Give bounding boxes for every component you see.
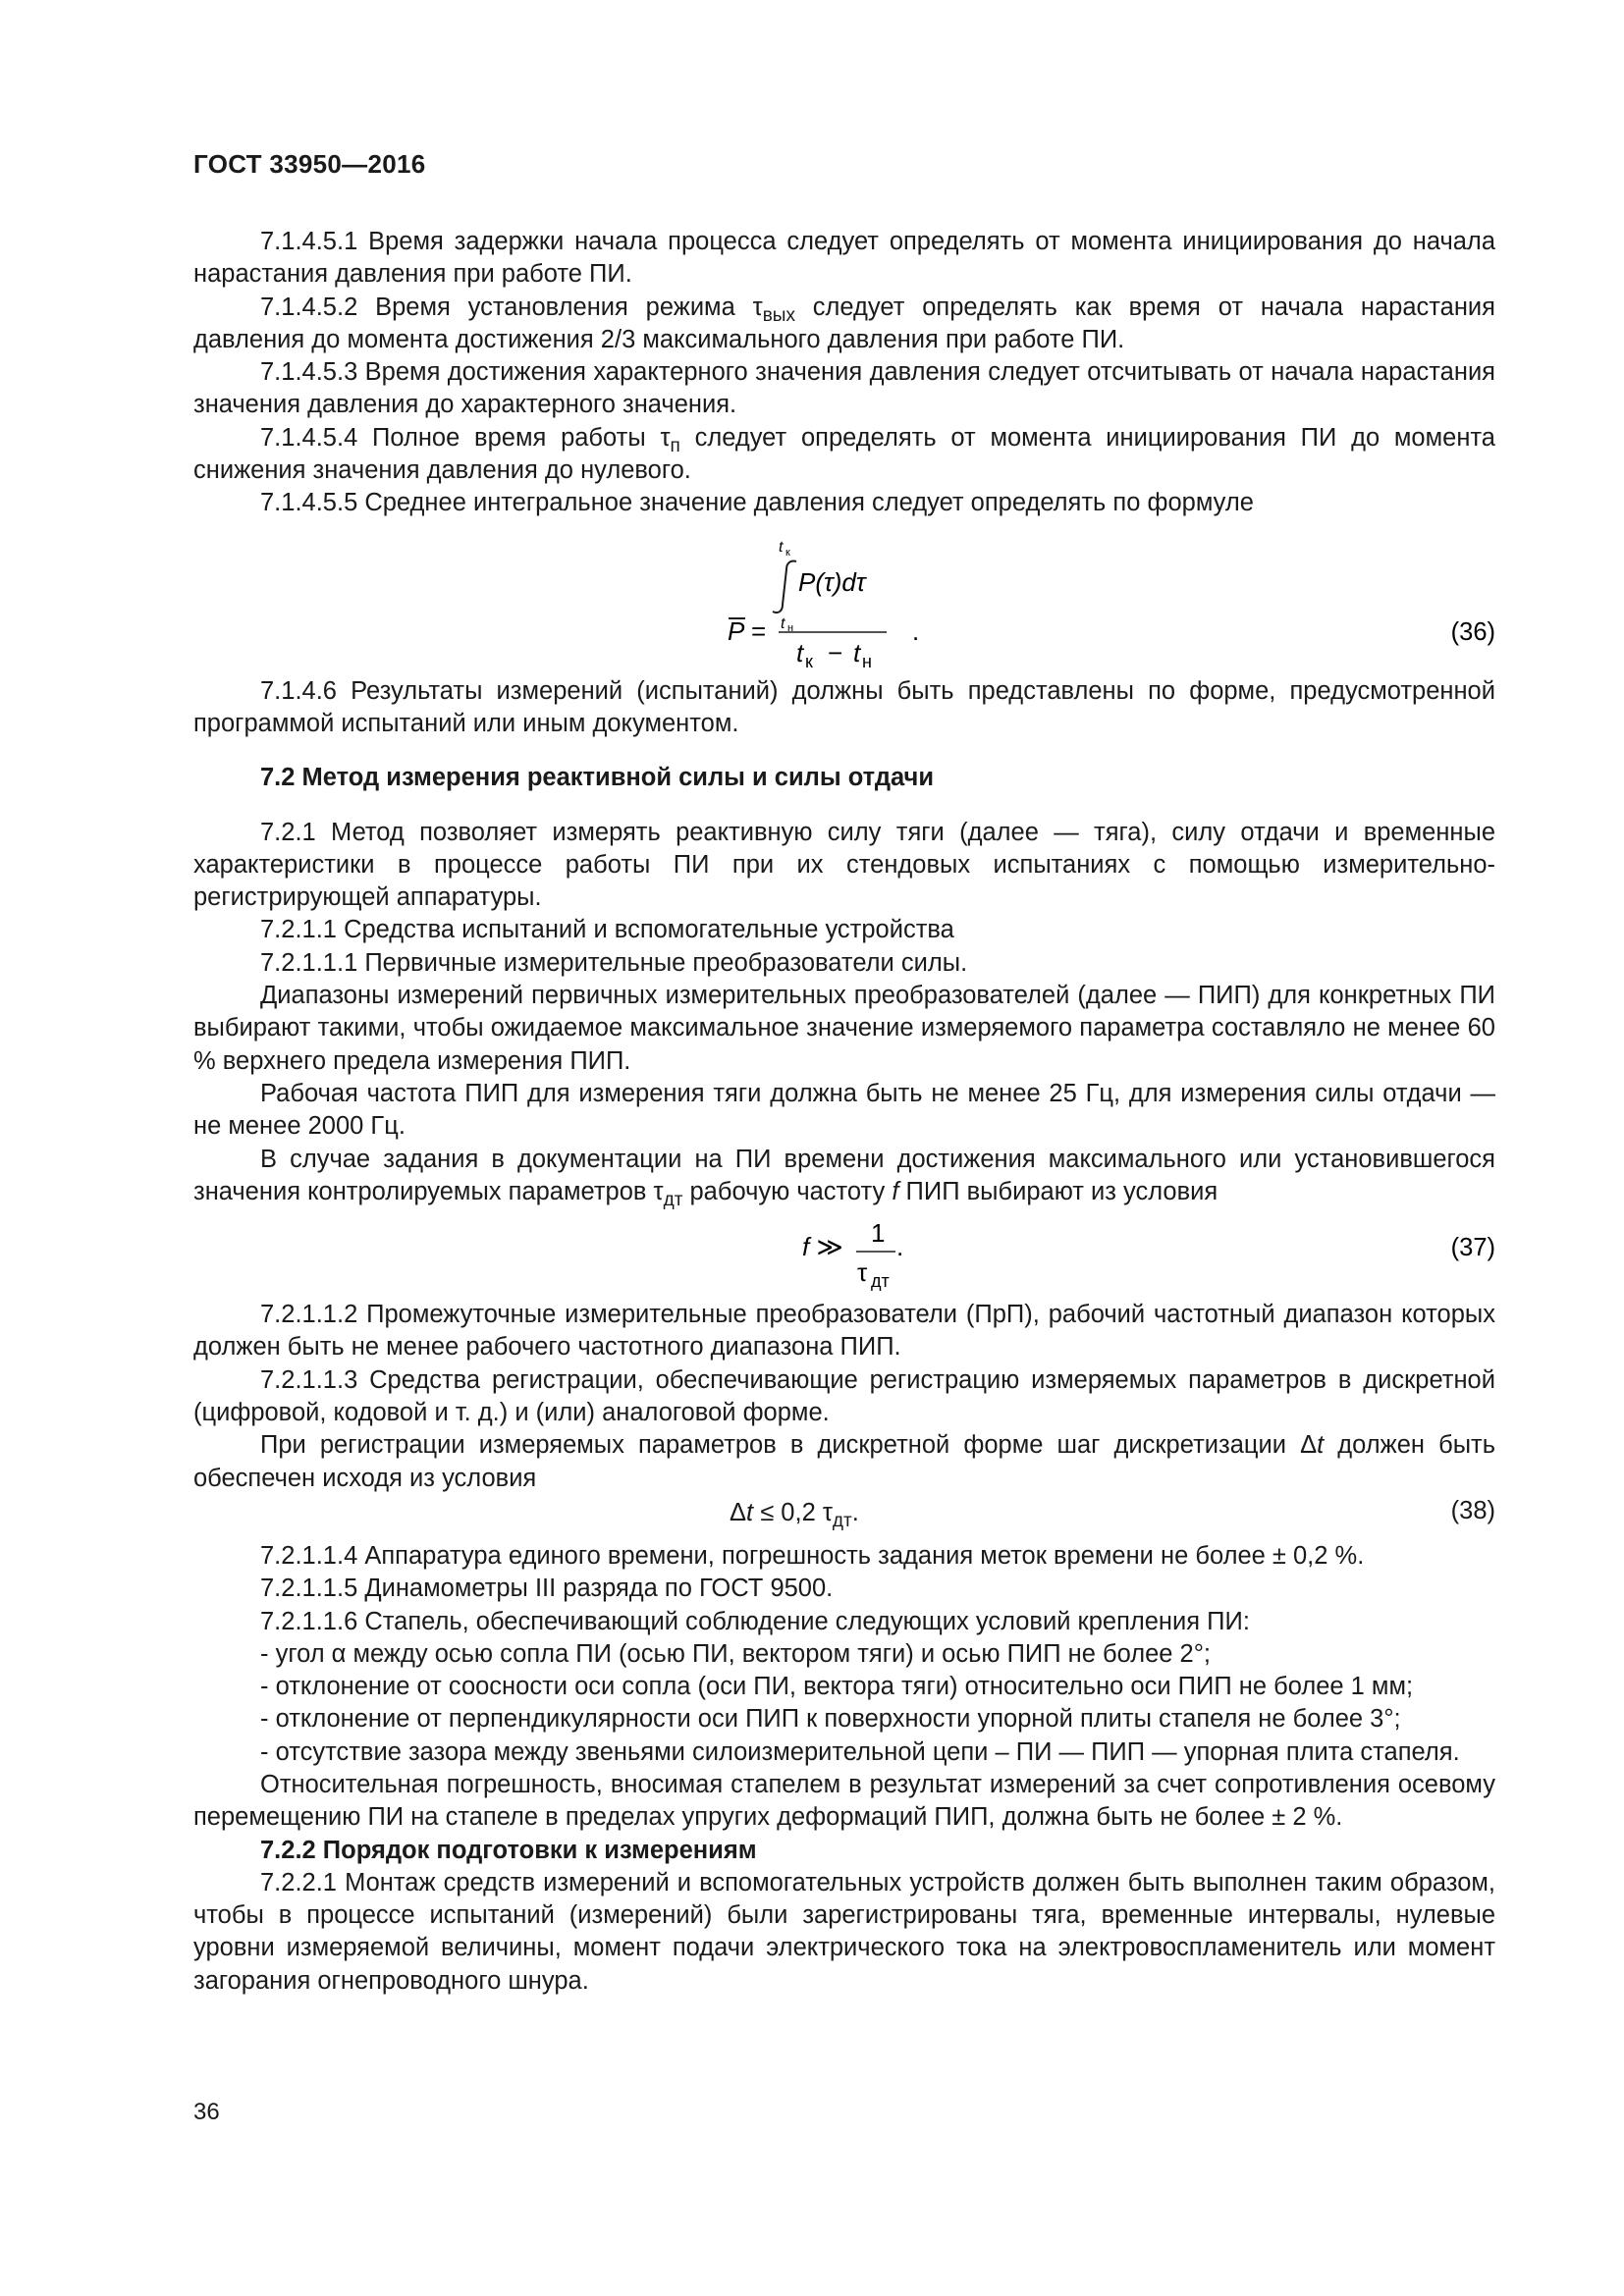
integral-lower-limit: t <box>781 614 785 632</box>
list-item-angle: - угол α между осью сопла ПИ (осью ПИ, вектором тяги) и осью ПИП не более 2°; <box>260 1639 1212 1668</box>
section-heading-7-2: 7.2 Метод измерения реактивной силы и силы отдачи <box>260 764 935 792</box>
paragraph-condition: В случае задания в документации на ПИ времени достижения максимального или установившегося значения контролируемых параметров $\tau_{дт}$ рабочую частоту f ПИП выбирают из условия <box>193 1145 1495 1210</box>
paragraph-7-2-1-1-1: 7.2.1.1.1 Первичные измерительные преобразователи силы. <box>260 948 968 977</box>
formula-37-svg <box>193 1208 1495 1292</box>
paragraph-7-2-1-1-4: 7.2.1.1.4 Аппаратура единого времени, погрешность задания меток времени не более ± 0,2 %. <box>260 1541 1365 1570</box>
list-item-perpendicularity: - отклонение от перпендикулярности оси ПИП к поверхности упорной плиты стапеля не более 3°; <box>260 1705 1401 1734</box>
paragraph-7-1-4-6: 7.1.4.6 Результаты измерений (испытаний) должны быть представлены по форме, предусмотренной программой испытаний или иным документом. <box>193 676 1495 737</box>
paragraph-7-1-4-5-1: 7.1.4.5.1 Время задержки начала процесса следует определять от момента инициирования до начала нарастания давления при работе ПИ. <box>193 228 1495 289</box>
formula-36-svg <box>193 520 1495 671</box>
integral-upper-limit: t <box>779 538 784 556</box>
equation-number-38: (38) <box>1450 1496 1495 1524</box>
formula-dot: . <box>912 615 920 646</box>
section-heading-7-2-2: 7.2.2 Порядок подготовки к измерениям <box>260 1836 757 1864</box>
tau-symbol: τ <box>660 423 671 452</box>
integral-sign <box>773 561 796 613</box>
denominator-tk-sub: к <box>805 651 813 671</box>
paragraph-7-2-1: 7.2.1 Метод позволяет измерять реактивную силу тяги (далее — тяга), силу отдачи и временные характеристики в процессе работы ПИ при их стендовых испытаниях с помощью измерительно-регистрирующей аппаратуры. <box>193 818 1495 912</box>
paragraph-7-2-2-1: 7.2.2.1 Монтаж средств измерений и вспомогательных устройств должен быть выполнен таким образом, чтобы в процессе испытаний (измерений) были зарегистрированы тяга, временные интервалы, нулевые уровни измеряемой величины, момент подачи электрического тока на электровоспламенитель или момент загорания огнепроводного шнура. <box>193 1868 1495 1995</box>
tau-symbol: τ <box>653 1177 664 1205</box>
list-item-coaxiality: - отклонение от соосности оси сопла (оси ПИ, вектора тяги) относительно оси ПИП не более 1 мм; <box>260 1673 1414 1701</box>
paragraph-7-2-1-1-2: 7.2.1.1.2 Промежуточные измерительные преобразователи (ПрП), рабочий частотный диапазон которых должен быть не менее рабочего частотного диапазона ПИП. <box>193 1301 1495 1362</box>
denominator-tk: t <box>796 637 804 667</box>
delta-symbol: Δ <box>1300 1431 1318 1460</box>
equation-number-36: (36) <box>1450 617 1495 646</box>
paragraph-7-2-1-1-3: 7.2.1.1.3 Средства регистрации, обеспечивающие регистрацию измеряемых параметров в дискретной (цифровой, кодовой и т. д.) и (или) аналоговой форме. <box>193 1365 1495 1427</box>
integral-upper-limit-sub: к <box>785 546 790 559</box>
paragraph-relative-error: Относительная погрешность, вносимая стапелем в результат измерений за счет сопротивления осевому перемещению ПИ на стапеле в пределах упругих деформаций ПИП, должна быть не более ± 2 %. <box>193 1770 1495 1832</box>
formula-37-tau-sub: дт <box>871 1271 890 1292</box>
formula-38 <box>193 1495 1495 1534</box>
paragraph-7-1-4-5-3: 7.1.4.5.3 Время достижения характерного значения давления следует отсчитывать от начала нарастания значения давления до характерного значения. <box>193 358 1495 419</box>
paragraph-discretization: При регистрации измеряемых параметров в дискретной форме шаг дискретизации Δt должен быть обеспечен исходя из условия <box>193 1431 1495 1492</box>
paragraph-7-2-1-1-5: 7.2.1.1.5 Динамометры III разряда по ГОСТ 9500. <box>260 1575 834 1603</box>
denominator-tn-sub: н <box>862 651 872 671</box>
formula-dot: . <box>896 1232 904 1262</box>
paragraph-frequency: Рабочая частота ПИП для измерения тяги должна быть не менее 25 Гц, для измерения силы отдачи — не менее 2000 Гц. <box>193 1079 1495 1141</box>
formula-37 <box>193 1208 1495 1292</box>
formula-37-numerator: 1 <box>871 1218 886 1249</box>
denominator-minus: − <box>828 637 843 667</box>
paragraph-7-1-4-5-5: 7.1.4.5.5 Среднее интегральное значение давления следует определять по формуле <box>260 489 1254 517</box>
page-number: 36 <box>193 2099 220 2125</box>
integral-lower-limit-sub: н <box>787 621 794 634</box>
paragraph-7-2-1-1-6: 7.2.1.1.6 Стапель, обеспечивающий соблюдение следующих условий крепления ПИ: <box>260 1607 1250 1635</box>
paragraph-7-1-4-5-2: 7.1.4.5.2 Время установления режима $\tau_{вых}$ следует определять как время от начала нарастания давления до момента достижения 2/3 максимального давления при работе ПИ. <box>193 293 1495 353</box>
document-header: ГОСТ 33950—2016 <box>193 149 426 179</box>
integrand: P(τ)dτ <box>798 566 866 597</box>
document-body <box>193 226 1495 1998</box>
formula-37-tau: τ <box>857 1257 868 1288</box>
formula-36 <box>193 520 1495 671</box>
formula-37-lhs: f ≫ <box>802 1232 843 1262</box>
denominator-tn: t <box>853 637 861 667</box>
tau-symbol: τ <box>752 293 763 321</box>
formula-lhs: P = <box>728 615 766 646</box>
equation-number-37: (37) <box>1450 1234 1495 1262</box>
alpha-symbol: α <box>331 1639 347 1668</box>
paragraph-7-2-1-1: 7.2.1.1 Средства испытаний и вспомогательные устройства <box>260 916 954 944</box>
list-item-gap: - отсутствие зазора между звеньями силоизмерительной цепи – ПИ — ПИП — упорная плита стапеля. <box>260 1737 1460 1766</box>
formula-38-expression: Δt ≤ 0,2 $\tau_{дт}$. <box>730 1498 859 1531</box>
paragraph-ranges: Диапазоны измерений первичных измерительных преобразователей (далее — ПИП) для конкретных ПИ выбирают такими, чтобы ожидаемое максимальное значение измеряемого параметра составляло не менее 60 % верхнего предела измерения ПИП. <box>193 982 1495 1075</box>
paragraph-7-1-4-5-4: 7.1.4.5.4 Полное время работы $\tau_п$ следует определять от момента инициирования ПИ до момента снижения значения давления до нулевого. <box>193 423 1495 485</box>
